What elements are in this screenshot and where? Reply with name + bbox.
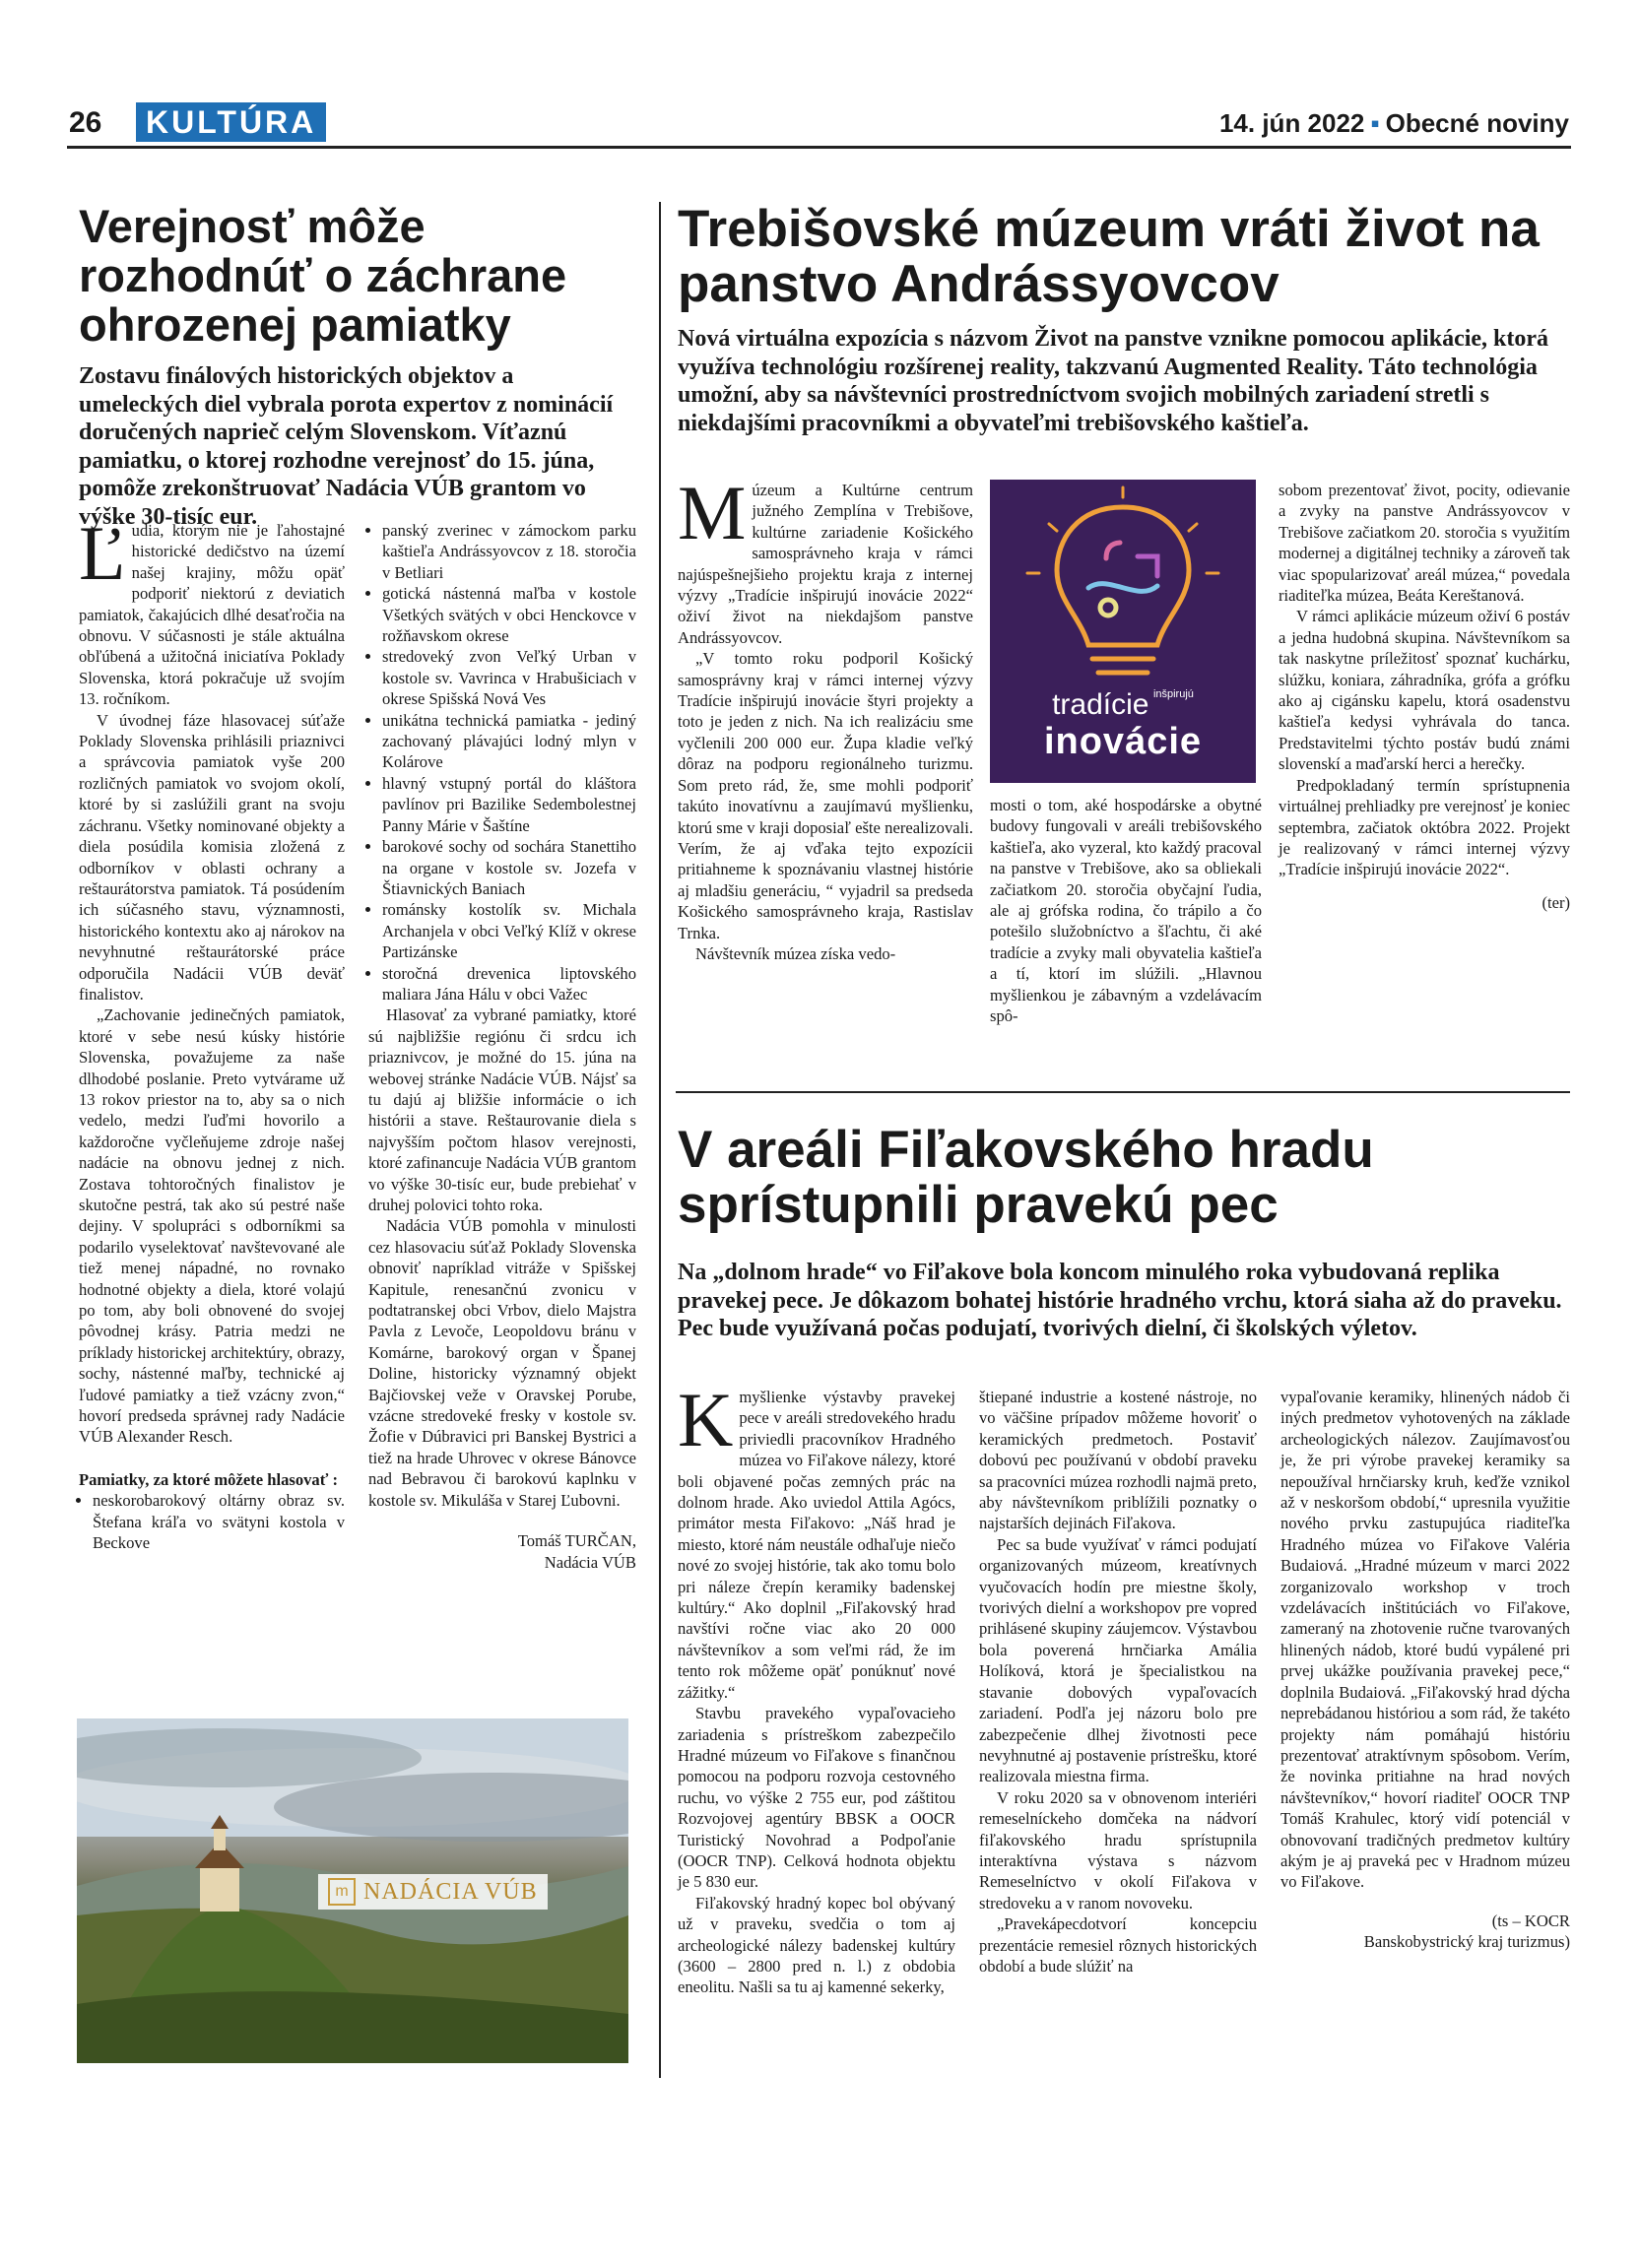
header-rule <box>67 146 1571 149</box>
drop-cap: K <box>678 1377 734 1462</box>
paragraph: V rámci aplikácie múzeum oživí 6 postáv a jedna hudobná skupina. Návštevníkom sa tak naskytne príležitosť spoznať kuchárku, slúžku, koniara, záhradníka, grófa a grófku ako aj cigánsku kapelu, ktorá osadenstvu kaštieľa kedysi vyhrávala do tanca. Predstavitelmi týchto postáv budú známi slovenskí a maďarskí herci a herečky. <box>1279 607 1570 774</box>
column-divider <box>659 202 661 2078</box>
paragraph: Fiľakovský hradný kopec bol obývaný už v praveku, svedčia o tom aj archeologické nálezy badenskej kultúry (3600 – 2800 pred n. l.) z obdobia eneolitu. Našli sa tu aj kamenné sekerky, <box>678 1893 955 1997</box>
paragraph: V roku 2020 sa v obnovenom interiéri remeselníckeho domčeka na nádvorí fiľakovského hradu sprístupnila interaktívna výstava s názvom Remeselníctvo v okolí Fiľakova v stredoveku a v ranom novoveku. <box>979 1787 1257 1912</box>
logo-small: inšpirujú <box>1152 688 1194 700</box>
right-article-col1 <box>678 470 973 964</box>
bottom-article-lead: Na „dolnom hrade“ vo Fiľakove bola koncom minulého roka vybudovaná replika pravekej pece. Je dôkazom bohatej histórie hradného vrchu, ktorá siaha až do praveku. Pec bude využívaná počas podujatí, tvorivých dielní, či školských výletov. <box>678 1260 1562 1341</box>
list-item: • neskorobarokový oltárny obraz sv. Štefana kráľa vo svätyni kostola v Beckove <box>93 1490 345 1553</box>
issue-date: 14. jún 2022 <box>1218 108 1365 138</box>
bottom-article-col2 <box>979 1387 1257 1976</box>
paragraph: Pec sa bude využívať v rámci podujatí organizovaných múzeom, kreatívnych vyučovacích hodín pre miestne školy, tvorivých dielní a workshopov pre vopred prihlásené skupiny záujemcov. Výstavbou bola poverená hrnčiarka Amália Holíková, ktorá je špecialistkou na stavanie dobových vypaľovacích zariadení. Podľa jej názoru bolo pre zabezpečenie dlhej životnosti pece nevyhnutné aj postavenie prístrešku, ktoré realizovala miestna firma. <box>979 1534 1257 1786</box>
publication-name: Obecné noviny <box>1385 108 1569 138</box>
paragraph: sobom prezentovať život, pocity, odievanie a zvyky na panstve Andrássyovcov v Trebišove začiatkom 20. storočia s využitím modernej a digitálnej techniky a zároveň tak viac spopularizovať areál múzea,“ povedala riaditeľka múzea, Beáta Kereštanová. <box>1279 481 1570 606</box>
list-item: • gotická nástenná maľba v kostole Všetkých svätých v obci Henckovce v rožňavskom okrese <box>382 583 636 646</box>
logo-text: NADÁCIA VÚB <box>363 1878 538 1905</box>
section-label: KULTÚRA <box>136 102 326 142</box>
monuments-list <box>368 520 636 1004</box>
drop-cap: Ľ <box>79 510 126 596</box>
monuments-list <box>79 1490 345 1553</box>
list-item: • panský zverinec v zámockom parku kaštieľa Andrássyovcov z 18. storočia v Betliari <box>382 520 636 583</box>
paragraph: V úvodnej fáze hlasovacej súťaže Poklady Slovenska prihlásili priaznivci a správcovia pamiatok vyše 200 rozličných pamiatok vo svojom okolí, ktoré by si zaslúžili grant na svoju záchranu. Všetky nominované objekty a diela posúdila komisia zložená z odborníkov v oblasti ochrany a reštaurátorstva pamiatok. Tá posúdením ich súčasného stavu, významnosti, historického kontextu ako aj nárokov na nevyhnutné reštaurátorské práce odporučila Nadácii VÚB deväť finalistov. <box>79 710 345 1004</box>
issue-info <box>1219 108 1569 139</box>
signature-org: Nadácia VÚB <box>544 1552 636 1572</box>
paragraph: Predpokladaný termín sprístupnenia virtuálnej prehliadky pre verejnosť je koniec septembra, začiatok októbra 2022. Projekt je realizovaný v rámci internej výzvy „Tradície inšpirujú inovácie 2022“. <box>1279 775 1570 879</box>
article-divider <box>676 1091 1570 1093</box>
paragraph: Hlasovať za vybrané pamiatky, ktoré sú najbližšie regiónu či srdcu ich priaznivcov, je možné do 15. júna na webovej stránke Nadácie VÚB. Nájsť sa tu dajú aj bližšie informácie o ich histórii a stave. Reštaurovanie diela s najvyšším počtom hlasov verejnosti, ktoré zafinancuje Nadácia VÚB grantom vo výške 30-tisíc eur, bude prebiehať v druhej polovici tohto roka. <box>368 1005 636 1214</box>
list-item: • románsky kostolík sv. Michala Archanjela v obci Veľký Klíž v okrese Partizánske <box>382 899 636 962</box>
nadacia-vub-logo <box>318 1874 548 1910</box>
page-number: 26 <box>69 106 102 139</box>
landscape-photo <box>77 1718 628 2063</box>
paragraph: Návštevník múzea získa vedo- <box>695 943 896 963</box>
bottom-article-title: V areáli Fiľakovského hradu sprístupnili pravekú pec <box>678 1121 1374 1234</box>
signature: (ts – KOCR <box>1491 1911 1570 1930</box>
signature-org: Banskobystrický kraj turizmus) <box>1363 1932 1570 1952</box>
paragraph: „V tomto roku podporil Košický samosprávny kraj v rámci internej výzvy Tradície inšpirujú inovácie štyri projekty a toto je jeden z nich. Na ich realizáciu sme vyčlenili 200 000 eur. Župa kladie veľký dôraz na podporu regionálneho turizmu. Som preto rád, že, sme mohli podporiť takúto inovatívnu a zaujímavú myšlienku, ktorú sme v kraji doposiaľ ešte nerealizovali. Verím, že aj vďaka tejto expozícii pritiahneme k spoznávaniu vlastnej histórie aj mladšiu generáciu, “ vyjadril sa predseda Košického samosprávneho kraja, Rastislav Trnka. <box>678 649 973 942</box>
left-article-col1 <box>79 510 345 1554</box>
paragraph: Stavbu pravekého vypaľovacieho zariadenia s prístreškom zabezpečilo Hradné múzeum vo Fiľakove s finančnou pomocou na podporu rozvoja cestovného ruchu, vo výške 2 755 eur, pod záštitou Rozvojovej agentúry BBSK a OOCR Turistický Novohrad a Podpoľanie (OOCR TNP). Celková hodnota objektu je 5 830 eur. <box>678 1704 955 1892</box>
signature: (ter) <box>1542 892 1570 912</box>
paragraph: „Zachovanie jedinečných pamiatok, ktoré v sebe nesú kúsky histórie Slovenska, považujeme za naše dlhodobé poslanie. Preto vytvárame už 13 rokov priestor na to, aby sa o nich vedelo, medzi ľuďmi hovorilo a každoročne vyčleňujeme zdroje našej nadácie na obnovu jednej z nich. Zostava tohtoročných finalistov je skutočne pestrá, tak ako sú pestré naše dejiny. V spolupráci s odborníkmi sa podarilo vyselektovať navštevované ale tiež menej nápadné, no rovnako hodnotné objekty a diela, ktoré volajú po tom, aby boli obnovené do svojej pôvodnej krásy. Patria medzi ne príklady historickej architektúry, obrazy, sochy, nástenné maľby, technické aj ľudové pamiatky a tiež vzácny zvon,“ hovorí predseda správnej rady Nadácie VÚB Alexander Resch. <box>79 1005 345 1447</box>
paragraph: myšlienke výstavby pravekej pece v areáli stredovekého hradu priviedli pracovníkov Hradného múzea vo Fiľakove nálezy, ktoré boli objavené počas zemných prác na dolnom hrade. Ako uviedol Attila Agócs, primátor mesta Fiľakovo: „Náš hrad je miesto, ktoré nám neustále odhaľuje niečo nové zo svojej histórie, tak ako tomu bolo pri náleze črepín keramiky badenskej kultúry.“ Ako doplnil „Fiľakovský hrad navštívi ročne viac ako 20 000 návštevníkov a som veľmi rád, že im tento rok môžeme opäť ponúknuť nové zážitky.“ <box>678 1388 955 1702</box>
logo-line1: tradície <box>1052 688 1149 721</box>
signature-name: Tomáš TURČAN, <box>517 1531 636 1551</box>
logo-wordmark <box>990 688 1256 761</box>
left-article-title: Verejnosť môže rozhodnúť o záchrane ohrozenej pamiatky <box>79 200 567 351</box>
right-article-col3 <box>1279 480 1570 913</box>
right-article-lead: Nová virtuálna expozícia s názvom Život na panstve vznikne pomocou aplikácie, ktorá využíva technológiu rozšírenej reality, takzvanú Augmented Reality. Táto technológia umožní, aby sa návštevníci prostredníctvom svojich mobilných zariadení stretli s niekdajšími pracovníkmi a obyvateľmi trebišovského kaštieľa. <box>678 326 1549 436</box>
list-item: • hlavný vstupný portál do kláštora pavlínov pri Bazilike Sedembolestnej Panny Márie v Šaštíne <box>382 773 636 836</box>
logo-line2: inovácie <box>1043 721 1203 762</box>
right-article-col2 <box>990 795 1262 1026</box>
paragraph: úzeum a Kultúrne centrum južného Zemplína v Trebišove, kultúrne zariadenie Košického samosprávneho kraja v rámci najúspešnejšieho projektu kraja z internej výzvy „Tradície inšpirujú inovácie 2022“ oživí život na niekdajšom panstve Andrássyovcov. <box>678 481 973 647</box>
list-item: • stredoveký zvon Veľký Urban v kostole sv. Vavrinca v Hrabušiciach v okrese Spišská Nová Ves <box>382 646 636 709</box>
drop-cap: M <box>678 470 747 555</box>
paragraph: „Pravekápecdotvorí koncepciu prezentácie remesiel rôznych historických období a bude slúžiť na <box>979 1914 1257 1976</box>
left-article-lead: Zostavu finálových historických objektov a umeleckých diel vybrala porota expertov z nominácií doručených naprieč celým Slovenskom. Víťaznú pamiatku, o ktorej rozhodne verejnosť do 15. júna, pomôže zrekonštruovať Nadácia VÚB grantom vo výške 30-tisíc eur. <box>79 363 614 530</box>
left-article-col2 <box>368 520 636 1573</box>
paragraph: vypaľovanie keramiky, hlinených nádob či iných predmetov vyhotovených na základe archeologických nálezov. Zaujímavosťou je, že pri výrobe pravekej keramiky sa nepoužíval hrnčiarsky kruh, keďže vznikol až v neskoršom období,“ upresnila využitie nového prvku zastupujúca riaditeľka Hradného múzea vo Fiľakove Valéria Budaiová. „Hradné múzeum v marci 2022 zorganizovalo workshop v troch vzdelávacích inštitúciách vo Fiľakove, zameraný na zhotovenie ručne tvarovaných hlinených nádob, ktoré budú vypálené pri prvej ukážke používania pravekej pece,“ doplnila Budaiová. „Fiľakovský hrad dýcha neprebádanou históriou a som rád, že takéto projekty nám pomáhajú históriu prezentovať atraktívnym spôsobom. Verím, že novinka pritiahne na hrad nových návštevníkov,“ hovorí riaditeľ OOCR TNP Tomáš Krahulec, ktorý vidí potenciál v obnovovaní tradičných predmetov kultúry akým je aj praveká pec v Hradnom múzeu vo Fiľakove. <box>1280 1388 1570 1892</box>
bottom-article-col1 <box>678 1377 955 1998</box>
list-item: • unikátna technická pamiatka - jediný zachovaný plávajúci lodný mlyn v Kolárove <box>382 710 636 773</box>
list-title: Pamiatky, za ktoré môžete hlasovať : <box>79 1469 339 1489</box>
paragraph: Nadácia VÚB pomohla v minulosti cez hlasovaciu súťaž Poklady Slovenska obnoviť napríklad vitráže v Spišskej Kapitule, renesančnú zvonicu v podtatranskej obci Vrbov, dielo Majstra Pavla z Levoče, Leopoldovu bránu v Komárne, barokový organ v Španej Doline, historicky významný objekt Bajčiovskej veže v Oravskej Porube, vzácne stredoveké fresky v kostole sv. Žofie v Dúbravici pri Banskej Bystrici a tiež na hrade Uhrovec v okrese Bánovce nad Bebravou či barokovú kaplnku v kostole sv. Mikuláša v Starej Ľubovni. <box>368 1216 636 1510</box>
paragraph: udia, ktorým nie je ľahostajné historické dedičstvo na území našej krajiny, môžu opäť podporiť niektorú z deviatich pamiatok, čakajúcich dlhé desaťročia na obnovu. V súčasnosti je stále aktuálna obľúbená a užitočná iniciatíva Poklady Slovenska, ktorá pokračuje už svojím 13. ročníkom. <box>79 521 345 709</box>
paragraph: mosti o tom, aké hospodárske a obytné budovy fungovali v areáli trebišovského kaštieľa, ako vyzeral, kto každý pracoval na panstve v Trebišove, ako sa obliekali začiatkom 20. storočia obyčajní ľudia, ale aj grófska rodina, čo trápilo a čo potešilo služobníctvo a šľachtu, či aké tradície a zvyky mali obyvatelia kaštieľa a tí, ktorí im slúžili. „Hlavnou myšlienkou je zábavným a vzdelávacím spô- <box>990 796 1262 1026</box>
list-item: • storočná drevenica liptovského maliara Jána Hálu v obci Važec <box>382 963 636 1005</box>
vub-logo-icon: m <box>328 1878 356 1906</box>
separator-dot: ▪ <box>1370 108 1380 138</box>
list-item: • barokové sochy od sochára Stanettiho na organe v kostole sv. Jozefa v Štiavnických Baniach <box>382 836 636 899</box>
bottom-article-col3 <box>1280 1387 1570 1953</box>
tradicie-inovacie-logo <box>990 480 1256 783</box>
paragraph: štiepané industrie a kostené nástroje, no vo väčšine prípadov môžeme hovoriť o keramických predmetoch. Postaviť dobovú pec používanú v období praveku sa pracovníci múzea rozhodli najmä preto, aby návštevníkom priblížili poznatky o najstarších dejinách Fiľakova. <box>979 1388 1257 1533</box>
right-article-title: Trebišovské múzeum vráti život na panstvo Andrássyovcov <box>678 200 1540 313</box>
